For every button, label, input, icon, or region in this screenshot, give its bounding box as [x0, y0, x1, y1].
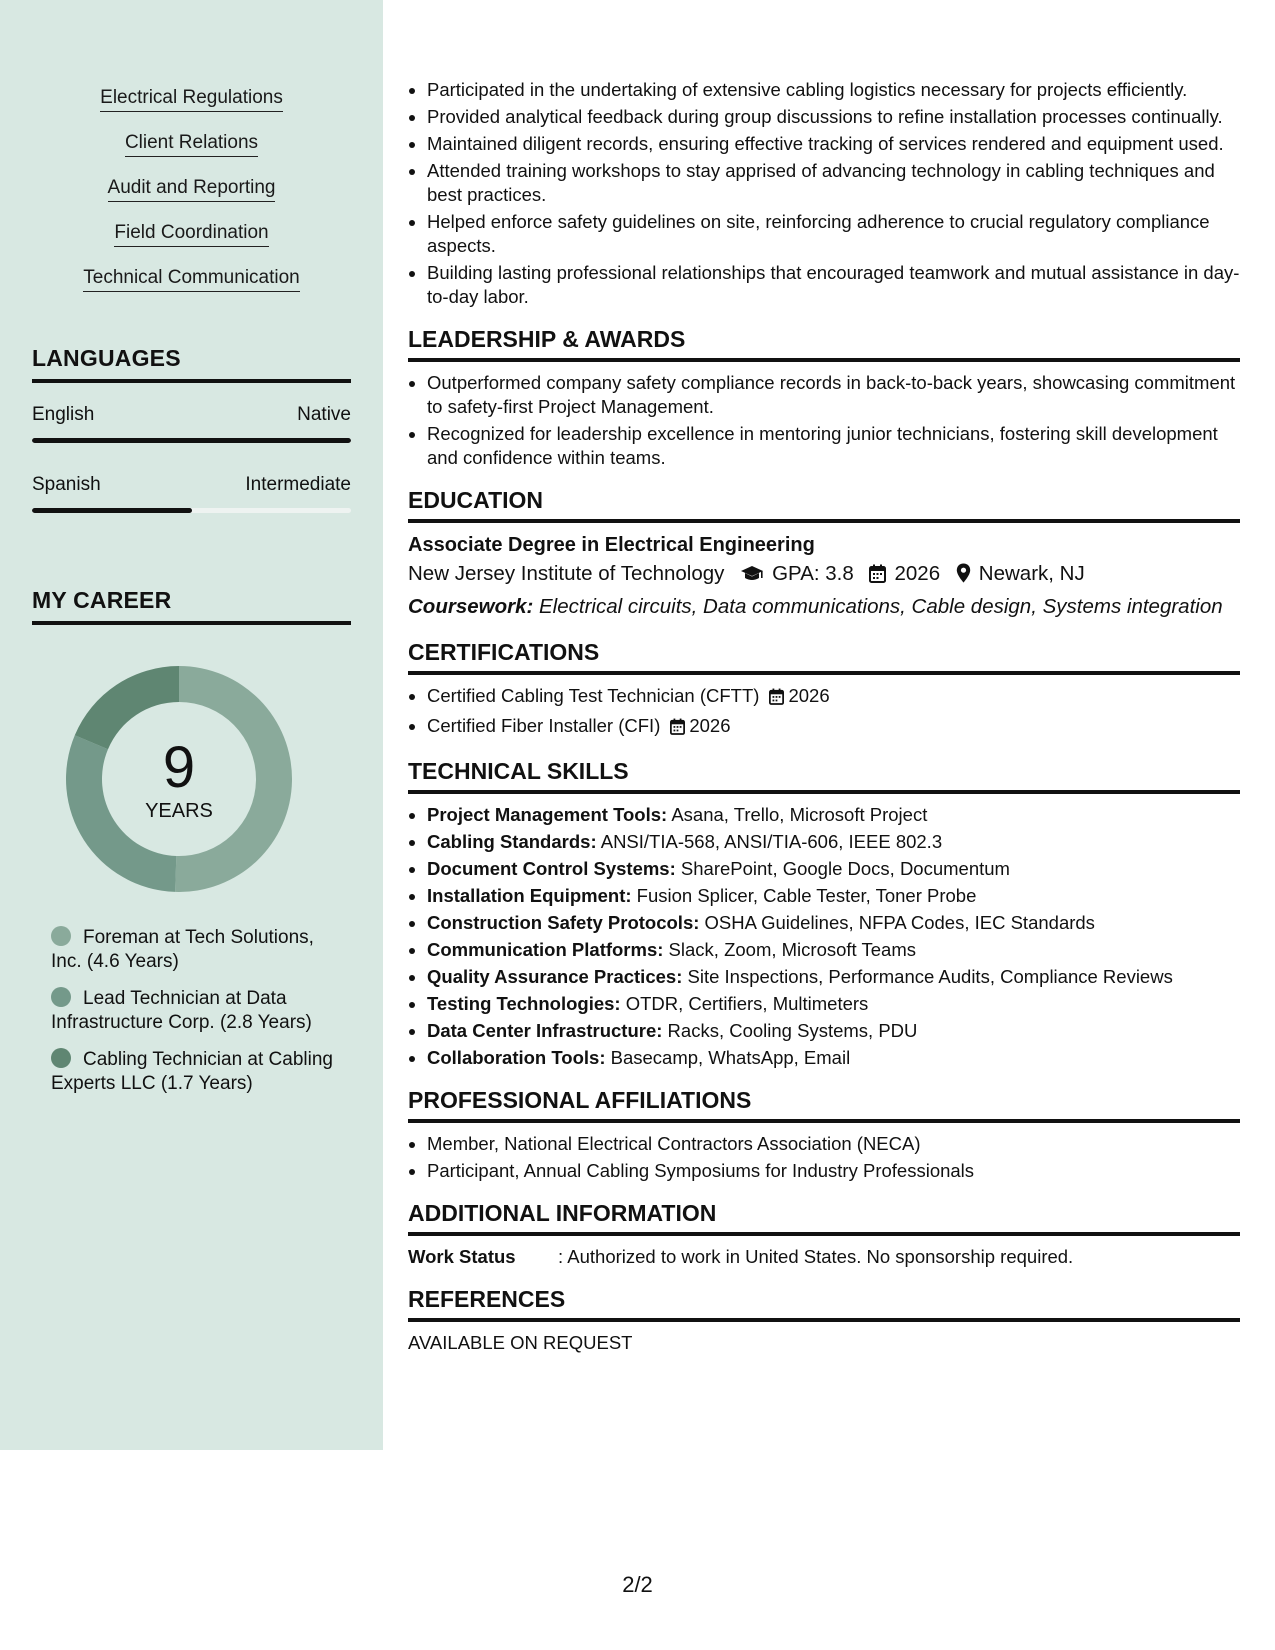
career-legend-item	[51, 926, 341, 974]
career-total-years: 9	[162, 735, 196, 800]
experience-bullet: • Building lasting professional relationships that encouraged teamwork and mutual assistance in day-to-day labor.	[427, 261, 1240, 309]
language-proficiency-fill	[32, 438, 351, 443]
certifications-list	[408, 684, 1240, 741]
certification-year: 2026	[788, 685, 830, 706]
technical-skill-item	[427, 830, 1240, 854]
language-level: Native	[297, 404, 351, 425]
language-level: Intermediate	[245, 474, 351, 495]
career-legend-item	[51, 1048, 341, 1096]
references-text: AVAILABLE ON REQUEST	[408, 1332, 633, 1353]
coursework-label: Coursework:	[408, 595, 534, 618]
experience-bullet: • Maintained diligent records, ensuring effective tracking of services rendered and equipment used.	[427, 132, 1240, 156]
career-donut-chart	[66, 666, 292, 892]
leadership-heading: LEADERSHIP & AWARDS	[408, 325, 1240, 362]
skill-values: ANSI/TIA-568, ANSI/TIA-606, IEEE 802.3	[596, 831, 943, 852]
leadership-item: • Recognized for leadership excellence in mentoring junior technicians, fostering skill development and confidence within teams.	[427, 422, 1240, 470]
education-school: New Jersey Institute of Technology	[408, 562, 725, 585]
experience-bullet: • Attended training workshops to stay apprised of advancing technology in cabling techniques and best practices.	[427, 159, 1240, 207]
skill-category: Communication Platforms:	[427, 939, 664, 960]
technical-skills-heading: TECHNICAL SKILLS	[408, 757, 1240, 794]
graduation-cap-icon	[740, 562, 764, 592]
technical-skill-item	[427, 884, 1240, 908]
technical-skill-item	[427, 1046, 1240, 1070]
education-degree: Associate Degree in Electrical Engineering	[408, 534, 815, 556]
skill-tag: Electrical Regulations	[100, 86, 283, 112]
skill-category: Cabling Standards:	[427, 831, 597, 852]
technical-skill-item	[427, 992, 1240, 1016]
references-heading: REFERENCES	[408, 1285, 1240, 1322]
skill-category: Document Control Systems:	[427, 858, 676, 879]
technical-skill-item	[427, 857, 1240, 881]
language-name: English	[32, 404, 95, 425]
skills-list	[0, 86, 383, 311]
work-status-label: Work Status	[408, 1246, 516, 1267]
affiliation-item: • Participant, Annual Cabling Symposiums for Industry Professionals	[427, 1159, 1240, 1183]
skill-values: Racks, Cooling Systems, PDU	[662, 1020, 918, 1041]
certifications-heading: CERTIFICATIONS	[408, 638, 1240, 675]
experience-bullet: • Participated in the undertaking of extensive cabling logistics necessary for projects efficiently.	[427, 78, 1240, 102]
education-details	[408, 559, 1240, 592]
education-heading: EDUCATION	[408, 486, 1240, 523]
affiliation-item: • Member, National Electrical Contractors Association (NECA)	[427, 1132, 1240, 1156]
career-legend	[51, 926, 341, 1109]
skill-tag: Field Coordination	[114, 221, 268, 247]
certification-name: Certified Fiber Installer (CFI)	[427, 715, 661, 736]
education-coursework	[408, 592, 1240, 622]
certification-item	[427, 684, 1240, 711]
skill-values: SharePoint, Google Docs, Documentum	[675, 858, 1010, 879]
calendar-icon	[769, 687, 784, 711]
skill-category: Collaboration Tools:	[427, 1047, 606, 1068]
skill-tag: Technical Communication	[83, 266, 300, 292]
language-proficiency-bar	[32, 508, 351, 513]
language-proficiency-fill	[32, 508, 192, 513]
leadership-item: • Outperformed company safety compliance records in back-to-back years, showcasing commitment to safety-first Project Management.	[427, 371, 1240, 419]
certification-item	[427, 714, 1240, 741]
legend-dot-icon	[51, 1048, 71, 1068]
skill-category: Data Center Infrastructure:	[427, 1020, 663, 1041]
career-heading: MY CAREER	[32, 585, 351, 625]
main-content	[408, 78, 1240, 1355]
affiliations-list	[408, 1132, 1240, 1183]
affiliations-heading: PROFESSIONAL AFFILIATIONS	[408, 1086, 1240, 1123]
skill-values: Basecamp, WhatsApp, Email	[605, 1047, 851, 1068]
additional-info-heading: ADDITIONAL INFORMATION	[408, 1199, 1240, 1236]
skill-values: Asana, Trello, Microsoft Project	[667, 804, 928, 825]
career-legend-label: Lead Technician at Data Infrastructure Corp. (2.8 Years)	[51, 988, 312, 1033]
leadership-list	[408, 371, 1240, 470]
skill-values: Site Inspections, Performance Audits, Compliance Reviews	[682, 966, 1173, 987]
technical-skill-item	[427, 938, 1240, 962]
career-legend-label: Cabling Technician at Cabling Experts LLC (1.7 Years)	[51, 1049, 333, 1094]
calendar-icon	[670, 717, 685, 741]
education-gpa: GPA: 3.8	[772, 562, 854, 585]
education-location: Newark, NJ	[978, 562, 1085, 585]
work-status-row	[408, 1245, 1240, 1269]
legend-dot-icon	[51, 987, 71, 1007]
skill-category: Installation Equipment:	[427, 885, 632, 906]
language-proficiency-bar	[32, 438, 351, 443]
experience-bullet: • Provided analytical feedback during group discussions to refine installation processes continually.	[427, 105, 1240, 129]
certification-name: Certified Cabling Test Technician (CFTT)	[427, 685, 760, 706]
skill-tag: Client Relations	[125, 131, 258, 157]
skill-category: Quality Assurance Practices:	[427, 966, 683, 987]
language-name: Spanish	[32, 474, 101, 495]
career-total-unit: YEARS	[145, 800, 213, 822]
certification-year: 2026	[689, 715, 731, 736]
languages-heading: LANGUAGES	[32, 343, 351, 383]
skill-values: Slack, Zoom, Microsoft Teams	[663, 939, 916, 960]
technical-skill-item	[427, 965, 1240, 989]
experience-bullet: • Helped enforce safety guidelines on site, reinforcing adherence to crucial regulatory compliance aspects.	[427, 210, 1240, 258]
location-pin-icon	[956, 562, 971, 592]
career-legend-label: Foreman at Tech Solutions, Inc. (4.6 Years)	[51, 927, 314, 972]
work-status-value: : Authorized to work in United States. No sponsorship required.	[558, 1246, 1074, 1267]
skill-tag: Audit and Reporting	[108, 176, 276, 202]
technical-skill-item	[427, 803, 1240, 827]
skill-category: Testing Technologies:	[427, 993, 621, 1014]
legend-dot-icon	[51, 926, 71, 946]
career-legend-item	[51, 987, 341, 1035]
sidebar	[0, 0, 383, 1450]
experience-bullets	[408, 78, 1240, 309]
technical-skill-item	[427, 1019, 1240, 1043]
skill-values: Fusion Splicer, Cable Tester, Toner Probe	[631, 885, 977, 906]
skill-values: OSHA Guidelines, NFPA Codes, IEC Standards	[699, 912, 1095, 933]
skill-category: Project Management Tools:	[427, 804, 668, 825]
skill-category: Construction Safety Protocols:	[427, 912, 700, 933]
page-number: 2/2	[622, 1572, 653, 1597]
technical-skills-list	[408, 803, 1240, 1070]
education-year: 2026	[894, 562, 941, 585]
skill-values: OTDR, Certifiers, Multimeters	[620, 993, 869, 1014]
technical-skill-item	[427, 911, 1240, 935]
coursework-text: Electrical circuits, Data communications, Cable design, Systems integration	[533, 595, 1223, 618]
calendar-icon	[869, 562, 886, 592]
